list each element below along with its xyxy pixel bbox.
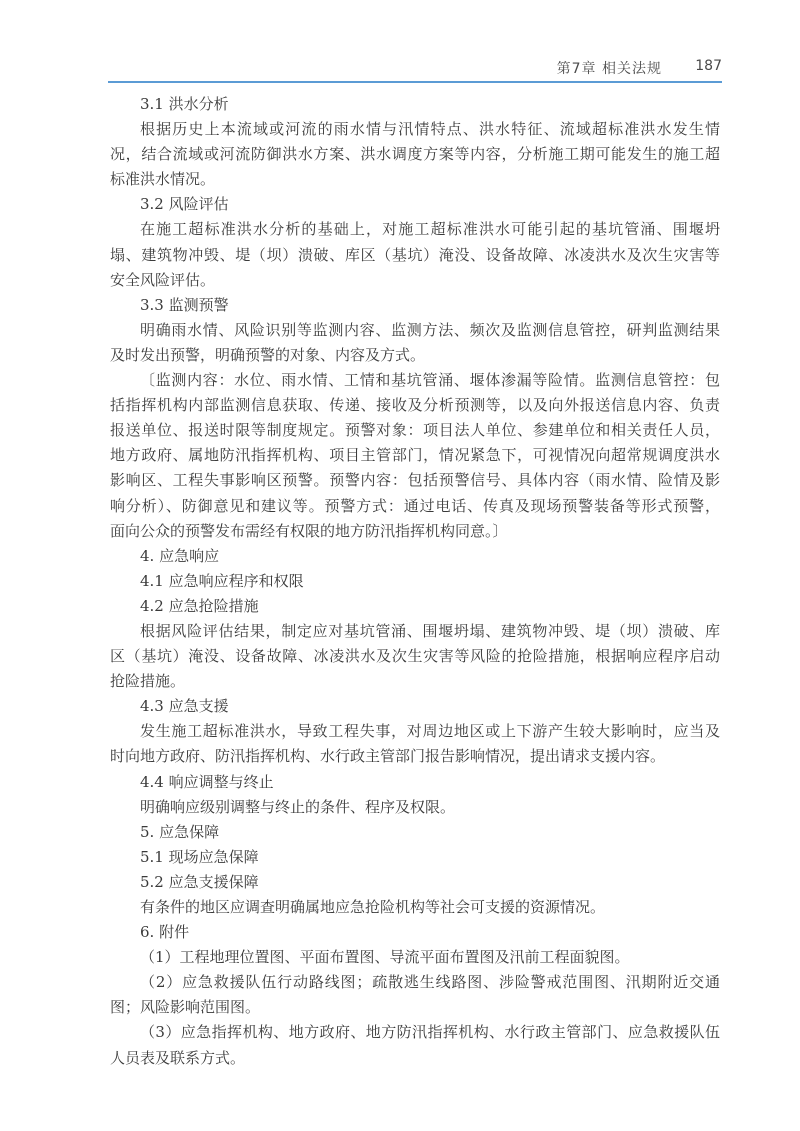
text-line: 3.2 风险评估: [140, 195, 229, 214]
text-line: 塌、建筑物冲毁、堤（坝）溃破、库区（基坑）淹没、设备故障、冰凌洪水及次生灾害等: [110, 245, 720, 264]
text-line: 根据历史上本流域或河流的雨水情与汛情特点、洪水特征、流域超标准洪水发生情: [140, 120, 720, 139]
text-line: 明确雨水情、风险识别等监测内容、监测方法、频次及监测信息管控，研判监测结果: [140, 320, 720, 339]
text-line: 安全风险评估。: [110, 270, 216, 289]
text-line: 图；风险影响范围图。: [110, 998, 261, 1017]
text-line: 发生施工超标准洪水，导致工程失事，对周边地区或上下游产生较大影响时，应当及: [140, 722, 720, 741]
text-line: 4.2 应急抢险措施: [140, 596, 259, 615]
text-line: 〔监测内容：水位、雨水情、工情和基坑管涌、堰体渗漏等险情。监测信息管控：包: [140, 371, 720, 390]
text-line: 标准洪水情况。: [110, 170, 216, 189]
text-line: 4.4 响应调整与终止: [140, 772, 274, 791]
text-line: 抢险措施。: [110, 672, 186, 691]
text-line: 5.1 现场应急保障: [140, 847, 259, 866]
text-line: 报送单位、报送时限等制度规定。预警对象：项目法人单位、参建单位和相关责任人员，: [110, 421, 720, 440]
text-line: 在施工超标准洪水分析的基础上，对施工超标准洪水可能引起的基坑管涌、围堰坍: [140, 220, 720, 239]
running-header: [108, 56, 722, 80]
text-line: 4.1 应急响应程序和权限: [140, 571, 304, 590]
chapter-title: 第7章 相关法规: [556, 61, 662, 77]
text-line: 4.3 应急支援: [140, 697, 229, 716]
text-line: 响分析）、防御意见和建议等。预警方式：通过电话、传真及现场预警装备等形式预警，: [110, 496, 720, 515]
text-line: （3）应急指挥机构、地方政府、地方防汛指挥机构、水行政主管部门、应急救援队伍: [140, 1023, 720, 1042]
text-line: 根据风险评估结果，制定应对基坑管涌、围堰坍塌、建筑物冲毁、堤（坝）溃破、库: [140, 621, 720, 640]
text-line: 影响区、工程失事影响区预警。预警内容：包括预警信号、具体内容（雨水情、险情及影: [110, 471, 720, 490]
text-line: 明确响应级别调整与终止的条件、程序及权限。: [140, 797, 456, 816]
text-line: 4. 应急响应: [140, 546, 220, 565]
text-line: 地方政府、属地防汛指挥机构、项目主管部门，情况紧急下，可视情况向超常规调度洪水: [110, 446, 720, 465]
text-line: 有条件的地区应调查明确属地应急抢险机构等社会可支援的资源情况。: [140, 898, 606, 916]
text-line: 6. 附件: [140, 923, 190, 942]
text-line: 区（基坑）淹没、设备故障、冰凌洪水及次生灾害等风险的抢险措施，根据响应程序启动: [110, 647, 720, 666]
page-number: 187: [695, 58, 722, 74]
text-line: 5.2 应急支援保障: [140, 872, 259, 891]
text-line: 及时发出预警，明确预警的对象、内容及方式。: [110, 345, 426, 364]
text-line: 况，结合流域或河流防御洪水方案、洪水调度方案等内容，分析施工期可能发生的施工超: [110, 145, 720, 164]
text-line: 5. 应急保障: [140, 822, 220, 841]
header-rule: [108, 81, 722, 83]
text-line: 3.1 洪水分析: [140, 95, 229, 113]
text-line: 面向公众的预警发布需经有权限的地方防汛指挥机构同意。〕: [110, 521, 508, 540]
text-line: 时向地方政府、防汛指挥机构、水行政主管部门报告影响情况，提出请求支援内容。: [110, 747, 666, 766]
text-line: （2）应急救援队伍行动路线图；疏散逃生线路图、涉险警戒范围图、汛期附近交通: [140, 973, 720, 992]
body-text: [110, 92, 720, 1071]
text-line: （1）工程地理位置图、平面布置图、导流平面布置图及汛前工程面貌图。: [140, 948, 630, 967]
text-line: 3.3 监测预警: [140, 295, 229, 314]
text-line: 括指挥机构内部监测信息获取、传递、接收及分析预测等，以及向外报送信息内容、负责: [110, 396, 720, 415]
text-line: 人员表及联系方式。: [110, 1048, 246, 1067]
